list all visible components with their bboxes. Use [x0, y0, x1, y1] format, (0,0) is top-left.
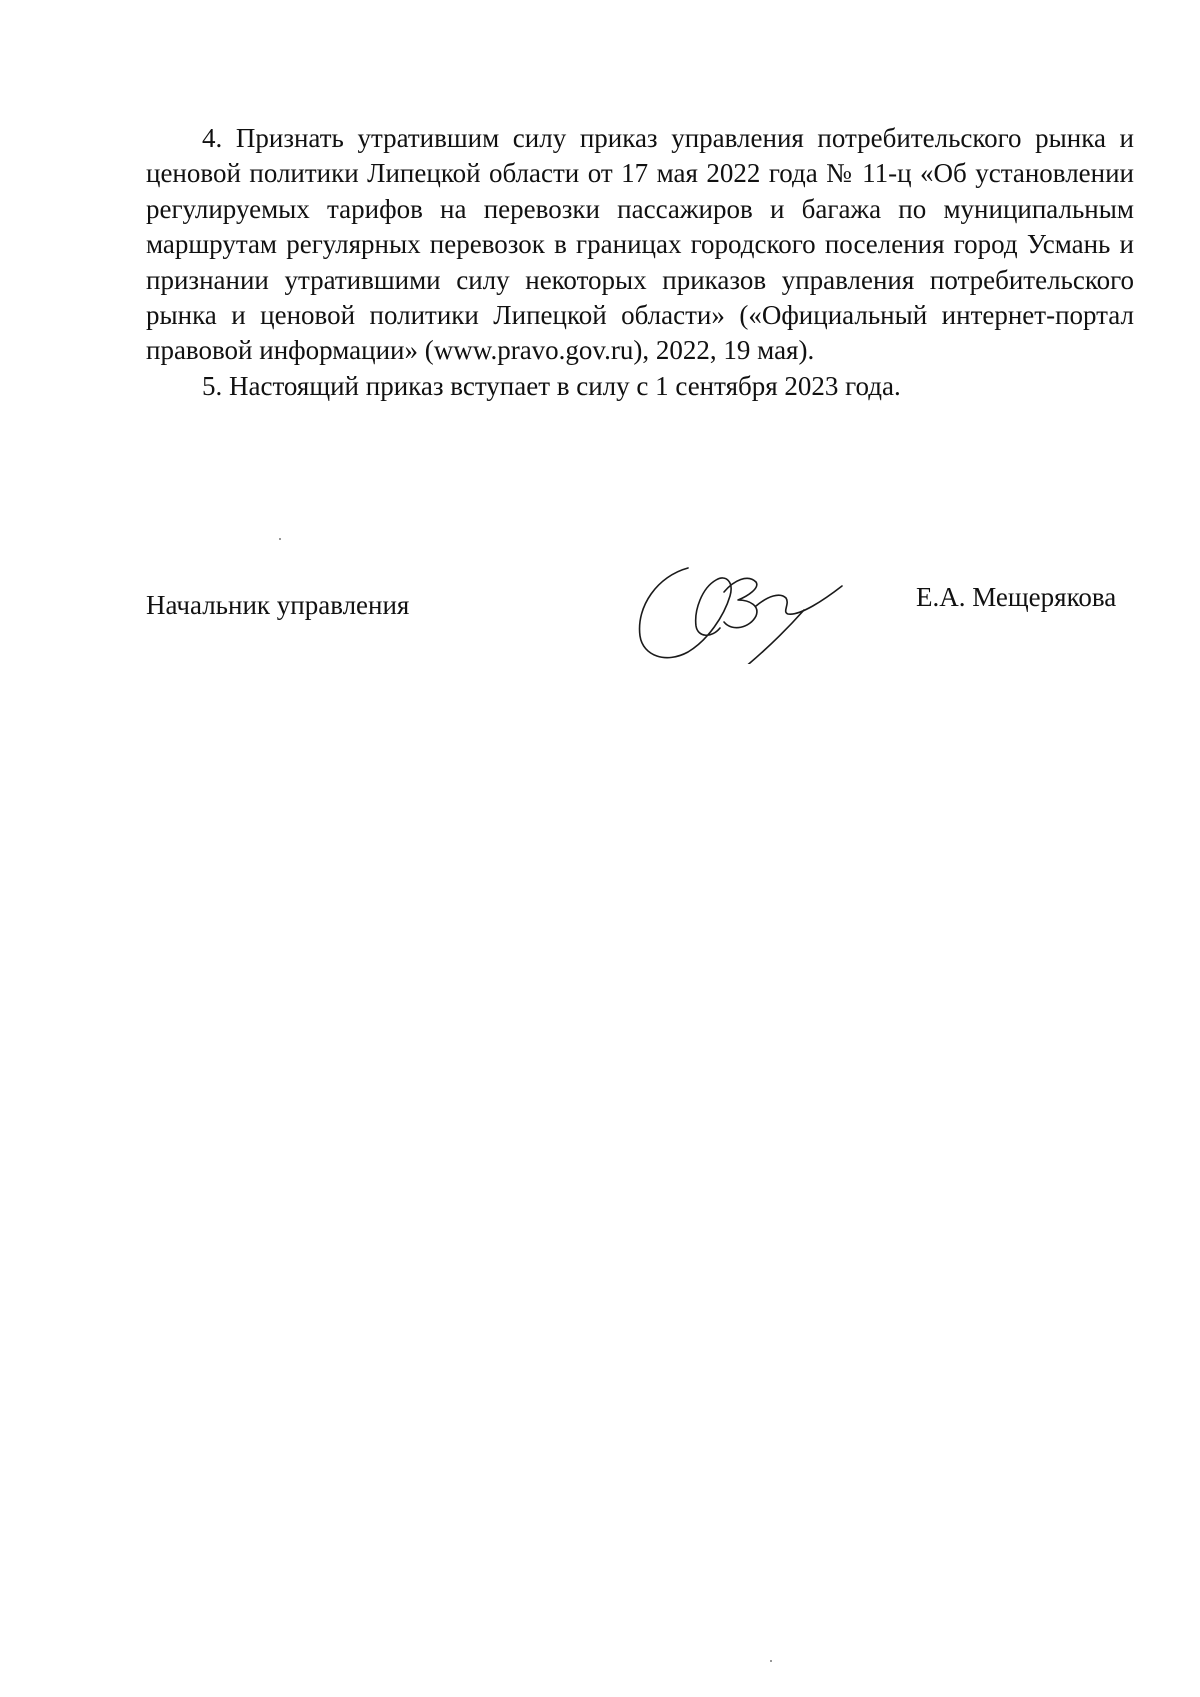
handwritten-signature [628, 556, 868, 664]
scan-speck [770, 1660, 772, 1662]
signature-slash-stroke [744, 610, 804, 664]
signatory-name: Е.А. Мещерякова [916, 582, 1117, 612]
paragraph-5: 5. Настоящий приказ вступает в силу с 1 сентября 2023 года. [202, 370, 901, 401]
paragraph-4: 4. Признать утратившим силу приказ управления потребительского рынка и ценовой политики Липецкой области от 17 мая 2022 года № 11-ц «Об установлении регулируемых тарифов на перевозки пассажиров и багажа по муниципальным маршрутам регулярных перевозок в границах городского поселения город Усмань и признании утратившими силу некоторых приказов управления потребительского рынка и ценовой политики Липецкой области» («Официальный интернет-портал правовой информации» (www.pravo.gov.ru), 2022, 19 мая). [146, 123, 1134, 366]
signature-e-stroke [724, 578, 757, 627]
document-body [146, 121, 1134, 404]
signatory-position: Начальник управления [146, 590, 410, 620]
signature-loop-stroke [640, 568, 732, 658]
signature-tail-stroke [756, 586, 842, 614]
scan-speck [279, 538, 281, 540]
